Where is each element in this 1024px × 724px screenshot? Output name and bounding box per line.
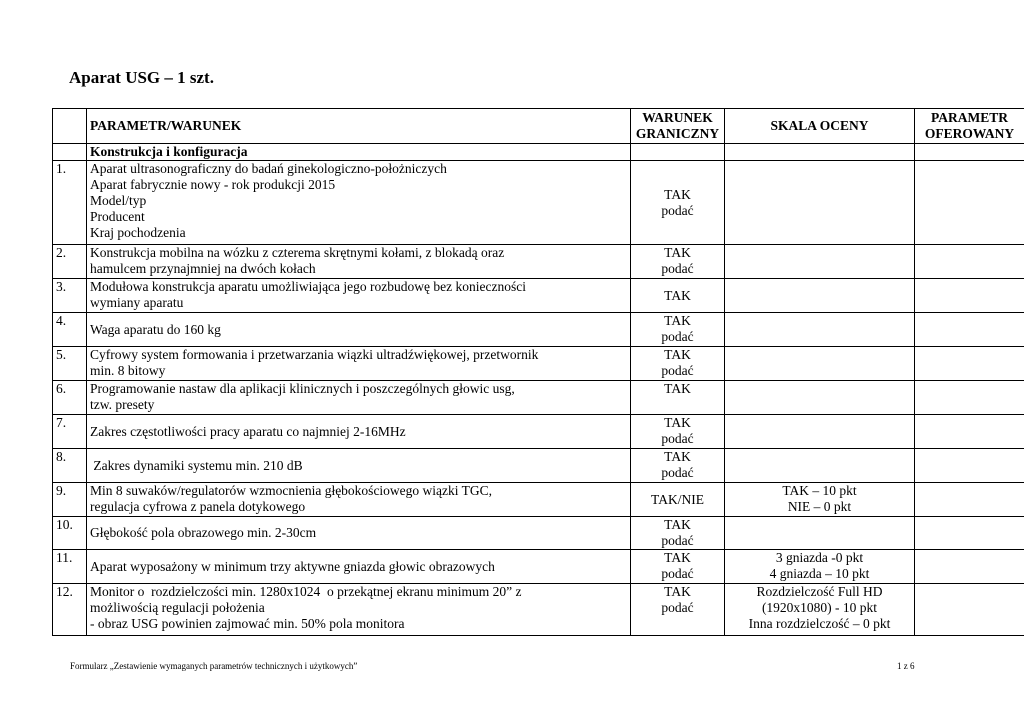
- row-warunek: [631, 245, 725, 279]
- row-number-text: 9.: [56, 483, 67, 498]
- warunek-line: TAK: [664, 517, 691, 532]
- row-warunek: [631, 347, 725, 381]
- row-oferowany: [915, 517, 1024, 550]
- table-row: [53, 550, 1024, 584]
- warunek-line: TAK: [664, 550, 691, 565]
- row-number-text: 1.: [56, 161, 67, 176]
- row-parameter: [87, 381, 631, 415]
- parameter-line: regulacja cyfrowa z panela dotykowego: [90, 499, 306, 514]
- warunek-line: podać: [661, 465, 694, 480]
- row-oferowany: [915, 449, 1024, 483]
- row-skala: [725, 483, 915, 517]
- row-number: [53, 415, 87, 449]
- parameter-line: możliwością regulacji położenia: [90, 600, 265, 615]
- header-warunek: [631, 109, 725, 144]
- skala-line: 3 gniazda -0 pkt: [775, 550, 864, 565]
- row-warunek: [631, 415, 725, 449]
- row-number: [53, 550, 87, 584]
- parameter-line: Model/typ: [90, 193, 147, 208]
- skala-line: NIE – 0 pkt: [787, 499, 852, 514]
- row-oferowany: [915, 550, 1024, 584]
- row-oferowany: [915, 245, 1024, 279]
- warunek-line: TAK: [664, 415, 691, 430]
- parameter-line: Programowanie nastaw dla aplikacji klinicznych i poszczególnych głowic usg,: [90, 381, 515, 396]
- row-number-text: 6.: [56, 381, 67, 396]
- parameter-line: - obraz USG powinien zajmować min. 50% pola monitora: [90, 616, 405, 631]
- skala-line: (1920x1080) - 10 pkt: [761, 600, 878, 615]
- row-parameter: [87, 279, 631, 313]
- parameters-table: [52, 108, 1024, 636]
- row-oferowany: [915, 313, 1024, 347]
- row-parameter: [87, 584, 631, 636]
- section-num-cell: [53, 144, 87, 161]
- table-row: [53, 313, 1024, 347]
- row-number: [53, 381, 87, 415]
- parameter-line: Min 8 suwaków/regulatorów wzmocnienia głębokościowego wiązki TGC,: [90, 483, 493, 498]
- row-number-text: 5.: [56, 347, 67, 362]
- warunek-line: TAK: [664, 449, 691, 464]
- row-number: [53, 161, 87, 245]
- row-number: [53, 449, 87, 483]
- table-row: [53, 245, 1024, 279]
- footer-form-name: Formularz „Zestawienie wymaganych parametrów technicznych i użytkowych”: [70, 661, 358, 671]
- row-warunek: [631, 161, 725, 245]
- row-skala: [725, 347, 915, 381]
- row-skala: [725, 245, 915, 279]
- warunek-line: podać: [661, 261, 694, 276]
- row-oferowany: [915, 415, 1024, 449]
- parameter-line: Aparat fabrycznie nowy - rok produkcji 2015: [90, 177, 336, 192]
- table-row: [53, 584, 1024, 636]
- parameter-line: Producent: [90, 209, 145, 224]
- parameter-line: Głębokość pola obrazowego min. 2-30cm: [90, 525, 317, 540]
- row-number: [53, 245, 87, 279]
- row-number-text: 3.: [56, 279, 67, 294]
- header-oferowany: [915, 109, 1024, 144]
- row-oferowany: [915, 381, 1024, 415]
- row-number: [53, 279, 87, 313]
- parameter-line: Monitor o rozdzielczości min. 1280x1024 o przekątnej ekranu minimum 20” z: [90, 584, 522, 599]
- parameter-line: Zakres częstotliwości pracy aparatu co najmniej 2-16MHz: [90, 423, 406, 439]
- section-title: Konstrukcja i konfiguracja: [87, 144, 631, 161]
- row-number-text: 8.: [56, 449, 67, 464]
- parameter-line: Aparat ultrasonograficzny do badań ginekologiczno-położniczych: [90, 161, 447, 176]
- row-number: [53, 347, 87, 381]
- skala-line: 4 gniazda – 10 pkt: [769, 566, 870, 581]
- header-param: PARAMETR/WARUNEK: [87, 109, 631, 144]
- table-header-row: [53, 109, 1024, 144]
- section-cell: [631, 144, 725, 161]
- parameter-line: Modułowa konstrukcja aparatu umożliwiająca jego rozbudowę bez konieczności: [90, 279, 526, 294]
- section-row: [53, 144, 1024, 161]
- row-number: [53, 517, 87, 550]
- warunek-line: TAK: [664, 245, 691, 260]
- warunek-line: TAK: [664, 584, 691, 599]
- skala-line: Rozdzielczość Full HD: [756, 584, 883, 599]
- warunek-line: TAK/NIE: [651, 491, 704, 507]
- table-row: [53, 483, 1024, 517]
- parameter-line: hamulcem przynajmniej na dwóch kołach: [90, 261, 316, 276]
- row-parameter: [87, 347, 631, 381]
- warunek-line: TAK: [664, 313, 691, 328]
- table-row: [53, 415, 1024, 449]
- skala-line: TAK – 10 pkt: [782, 483, 857, 498]
- row-parameter: [87, 415, 631, 449]
- parameter-line: Kraj pochodzenia: [90, 225, 186, 240]
- row-parameter: [87, 245, 631, 279]
- row-number: [53, 313, 87, 347]
- parameter-line: tzw. presety: [90, 397, 155, 412]
- parameter-line: min. 8 bitowy: [90, 363, 166, 378]
- parameter-line: Konstrukcja mobilna na wózku z czterema skrętnymi kołami, z blokadą oraz: [90, 245, 505, 260]
- row-parameter: [87, 161, 631, 245]
- warunek-line: podać: [661, 363, 694, 378]
- row-parameter: [87, 550, 631, 584]
- page-title: Aparat USG – 1 szt.: [69, 68, 214, 87]
- table-row: [53, 347, 1024, 381]
- footer-page-number: 1 z 6: [897, 661, 915, 671]
- warunek-line: podać: [661, 202, 694, 218]
- skala-line: Inna rozdzielczość – 0 pkt: [748, 616, 891, 631]
- warunek-line: podać: [661, 533, 694, 548]
- row-skala: [725, 381, 915, 415]
- table-row: [53, 161, 1024, 245]
- section-cell: [725, 144, 915, 161]
- row-warunek: [631, 550, 725, 584]
- parameter-line: Aparat wyposażony w minimum trzy aktywne gniazda głowic obrazowych: [90, 558, 495, 574]
- row-number-text: 7.: [56, 415, 67, 430]
- row-parameter: [87, 483, 631, 517]
- row-warunek: [631, 517, 725, 550]
- row-number-text: 4.: [56, 313, 67, 328]
- table-row: [53, 279, 1024, 313]
- row-oferowany: [915, 483, 1024, 517]
- table-row: [53, 381, 1024, 415]
- warunek-line: TAK: [664, 186, 691, 202]
- row-number: [53, 483, 87, 517]
- parameter-line: Waga aparatu do 160 kg: [90, 321, 221, 337]
- warunek-line: podać: [661, 329, 694, 344]
- row-number: [53, 584, 87, 636]
- row-number-text: 10.: [56, 517, 73, 532]
- parameter-line: Zakres dynamiki systemu min. 210 dB: [90, 457, 303, 473]
- row-parameter: [87, 313, 631, 347]
- row-skala: [725, 161, 915, 245]
- warunek-line: TAK: [664, 287, 691, 303]
- row-warunek: [631, 584, 725, 636]
- table-row: [53, 449, 1024, 483]
- row-warunek: [631, 313, 725, 347]
- row-oferowany: [915, 347, 1024, 381]
- row-warunek: [631, 449, 725, 483]
- row-number-text: 11.: [56, 550, 73, 565]
- warunek-line: podać: [661, 431, 694, 446]
- row-skala: [725, 449, 915, 483]
- header-oferowany-line2: OFEROWANY: [924, 126, 1015, 141]
- header-oferowany-line1: PARAMETR: [931, 110, 1008, 125]
- row-skala: [725, 550, 915, 584]
- section-cell: [915, 144, 1024, 161]
- row-skala: [725, 415, 915, 449]
- row-skala: [725, 517, 915, 550]
- row-warunek: [631, 483, 725, 517]
- row-skala: [725, 313, 915, 347]
- warunek-line: podać: [661, 600, 694, 615]
- row-parameter: [87, 449, 631, 483]
- header-skala: SKALA OCENY: [725, 109, 915, 144]
- row-skala: [725, 584, 915, 636]
- warunek-line: TAK: [664, 381, 691, 396]
- warunek-line: TAK: [664, 347, 691, 362]
- row-oferowany: [915, 161, 1024, 245]
- header-warunek-line2: GRANICZNY: [635, 126, 720, 141]
- row-oferowany: [915, 584, 1024, 636]
- row-parameter: [87, 517, 631, 550]
- table-row: [53, 517, 1024, 550]
- header-warunek-line1: WARUNEK: [642, 110, 713, 125]
- row-skala: [725, 279, 915, 313]
- row-number-text: 12.: [56, 584, 73, 599]
- row-warunek: [631, 279, 725, 313]
- warunek-line: podać: [661, 566, 694, 581]
- row-number-text: 2.: [56, 245, 67, 260]
- row-warunek: [631, 381, 725, 415]
- header-num: [53, 109, 87, 144]
- row-oferowany: [915, 279, 1024, 313]
- parameter-line: wymiany aparatu: [90, 295, 184, 310]
- parameter-line: Cyfrowy system formowania i przetwarzania wiązki ultradźwiękowej, przetwornik: [90, 347, 539, 362]
